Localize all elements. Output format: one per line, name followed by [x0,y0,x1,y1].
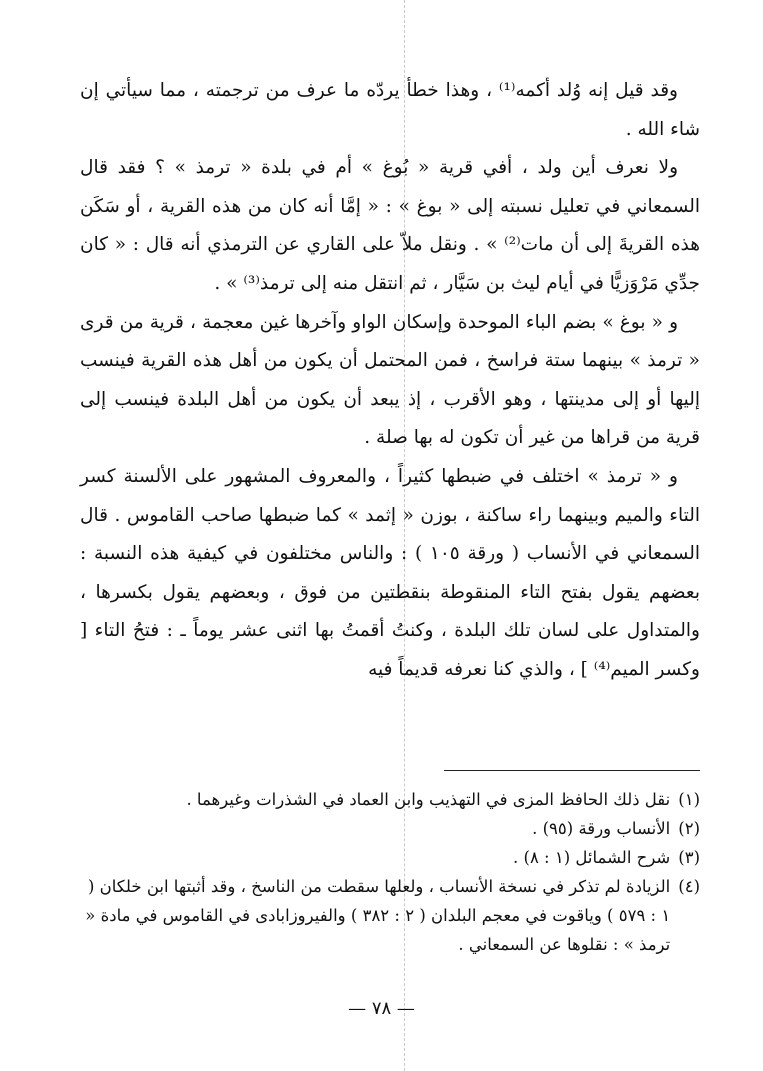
footnote-text: نقل ذلك الحافظ المزى في التهذيب وابن العماد في الشذرات وغيرهما . [186,790,671,809]
paragraph-1: وقد قيل إنه وُلد أكمه⁽¹⁾ ، وهذا خطأ يردّه ما عرف من ترجمته ، مما سيأتي إن شاء الله . [80,80,700,140]
footnote-text: الزيادة لم تذكر في نسخة الأنساب ، ولعلها سقطت من الناسخ ، وقد أثبتها ابن خلكان ( ١ : ٥٧٩ ) وياقوت في معجم البلدان ( ٢ : ٣٨٢ ) والفيروزابادى في القاموس في مادة « ترمذ » : نقلوها عن السمعاني . [85,877,671,954]
page-number: — ٧٨ — [348,998,415,1019]
footnote-number: (٢) [678,819,700,838]
footnote-number: (٣) [678,848,700,867]
paragraph-2: ولا نعرف أين ولد ، أفي قرية « بُوغ » أم في بلدة « ترمذ » ؟ فقد قال السمعاني في تعليل نسبته إلى « بوغ » : « إمَّا أنه كان من هذه القرية ، أو سَكَن هذه القريةَ إلى أن مات⁽²⁾ » . ونقل ملاّ على القاري عن الترمذي أنه قال : « كان جدِّي مَرْوَزيًّا في أيام ليث بن سَيَّار ، ثم انتقل منه إلى ترمذ⁽³⁾ » . [80,157,700,294]
footnote-text: شرح الشمائل (١ : ٨) . [513,848,671,867]
footnote-4 [80,872,700,959]
footnotes [80,785,700,959]
footnote-number: (٤) [678,877,700,896]
body-text [80,72,700,690]
footnote-3 [80,843,700,872]
paragraph-4: و « ترمذ » اختلف في ضبطها كثيراً ، والمعروف المشهور على الألسنة كسر التاء والميم وبينهما راء ساكنة ، بوزن « إثمد » كما ضبطها صاحب القاموس . قال السمعاني في الأنساب ( ورقة ١٠٥ ) : والناس مختلفون في كيفية هذه النسبة : بعضهم يقول بفتح التاء المنقوطة بنقطتين من فوق ، وبعضهم يقول بكسرها ، والمتداول على لسان تلك البلدة ، وكنتُ أقمتُ بها اثنى عشر يوماً ـ : فتحُ التاء [ وكسر الميم⁽⁴⁾ ] ، والذي كنا نعرفه قديماً فيه [80,465,701,680]
footnote-text: الأنساب ورقة (٩٥) . [532,819,671,838]
footnote-2 [80,814,700,843]
footnote-1 [80,785,700,814]
footnote-number: (١) [678,790,700,809]
paragraph-3: و « بوغ » بضم الباء الموحدة وإسكان الواو وآخرها غين معجمة ، قرية من قرى « ترمذ » بينهما ستة فراسخ ، فمن المحتمل أن يكون من أهل هذه القرية فينسب إليها أو إلى مدينتها ، وهو الأقرب ، إذ يبعد أن يكون من أهل البلدة فينسب إلى قرية من قراها من غير أن تكون له بها صلة . [80,311,700,449]
footnote-separator [444,770,700,771]
